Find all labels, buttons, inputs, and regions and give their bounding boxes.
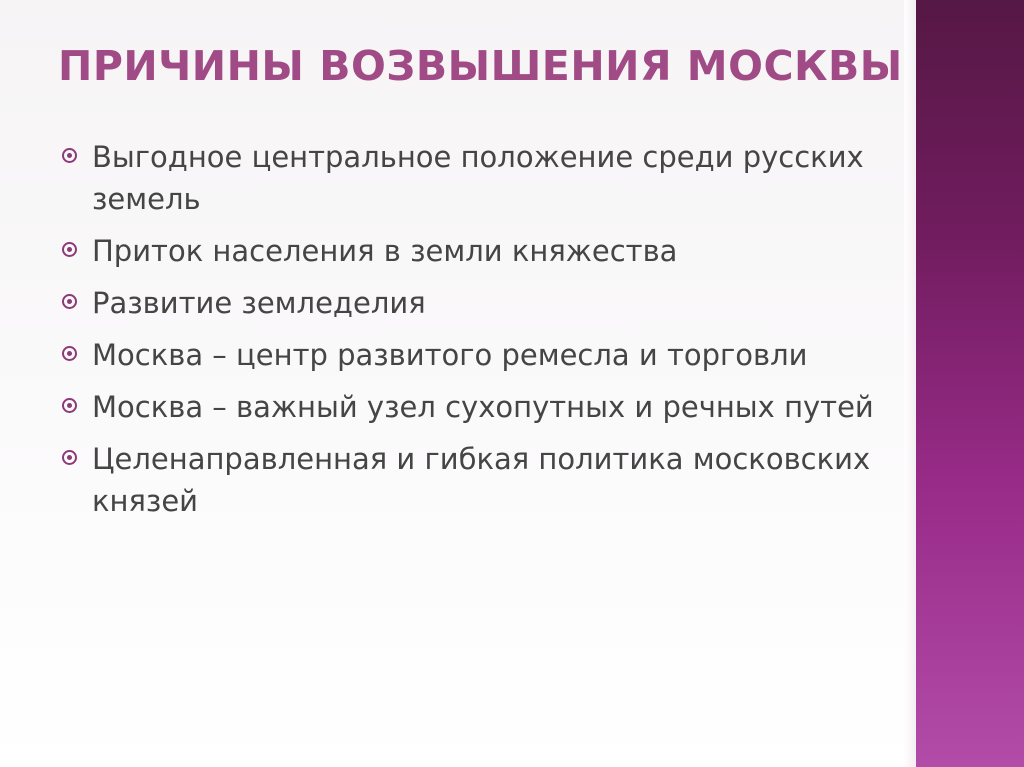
circle-dot-icon — [62, 450, 77, 465]
bullet-text: Развитие земледелия — [92, 286, 426, 320]
bullet-text: Москва – центр развитого ремесла и торговли — [92, 338, 808, 372]
slide-title: ПРИЧИНЫ ВОЗВЫШЕНИЯ МОСКВЫ — [58, 42, 903, 90]
bullet-item — [62, 282, 882, 324]
circle-dot-icon — [62, 398, 77, 413]
circle-dot-icon — [62, 148, 77, 163]
bullet-text: Москва – важный узел сухопутных и речных путей — [92, 390, 874, 424]
bullet-item — [62, 230, 882, 272]
bullet-text: Выгодное центральное положение среди русских земель — [92, 140, 864, 216]
circle-dot-icon — [62, 294, 77, 309]
bullet-list — [62, 136, 882, 532]
side-gap — [904, 0, 916, 767]
circle-dot-icon — [62, 346, 77, 361]
bullet-item — [62, 438, 882, 522]
bullet-text: Целенаправленная и гибкая политика московских князей — [92, 442, 871, 518]
decorative-side-band — [916, 0, 1024, 767]
bullet-item — [62, 334, 882, 376]
bullet-item — [62, 386, 882, 428]
bullet-item — [62, 136, 882, 220]
bullet-text: Приток населения в земли княжества — [92, 234, 678, 268]
circle-dot-icon — [62, 242, 77, 257]
